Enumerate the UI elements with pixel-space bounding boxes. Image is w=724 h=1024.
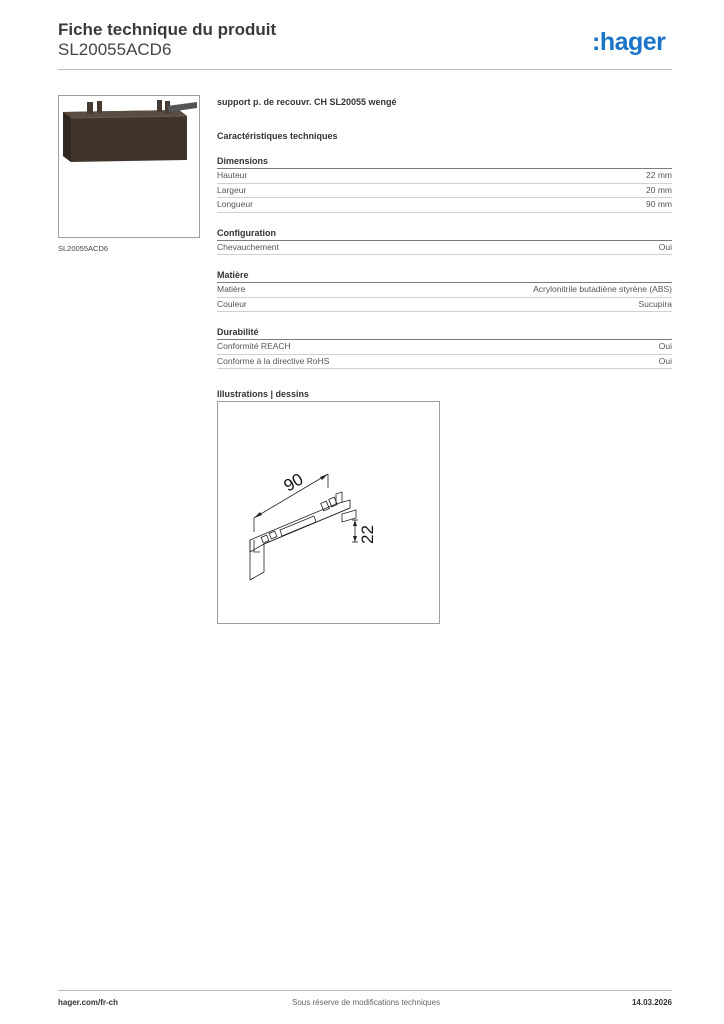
hager-logo (592, 26, 676, 58)
product-description: support p. de recouvr. CH SL20055 wengé (217, 97, 397, 107)
spec-label: Longueur (217, 199, 253, 209)
spec-value: 22 mm (646, 170, 672, 180)
spec-label: Couleur (217, 298, 247, 309)
spec-label: Conformité REACH (217, 341, 291, 351)
spec-row (217, 169, 672, 184)
product-image-caption: SL20055ACD6 (58, 244, 109, 253)
section-material (217, 269, 672, 312)
spec-row (217, 340, 672, 355)
section-title: Matière (217, 270, 249, 280)
main-content (217, 96, 672, 400)
spec-label: Hauteur (217, 170, 248, 180)
spec-label: Conforme à la directive RoHS (217, 355, 330, 366)
section-title: Durabilité (217, 327, 259, 337)
product-photo (59, 96, 199, 237)
spec-label: Matière (217, 284, 246, 294)
dimension-length-label: 90 (280, 469, 307, 496)
spec-row (217, 241, 672, 256)
section-durability (217, 326, 672, 369)
spec-value: 20 mm (646, 184, 672, 195)
section-configuration (217, 227, 672, 256)
illustrations-heading: Illustrations | dessins (217, 389, 310, 399)
spec-value: Sucupira (638, 298, 672, 309)
characteristics-heading: Caractéristiques techniques (217, 131, 338, 141)
product-image (58, 95, 200, 238)
spec-value: 90 mm (646, 199, 672, 209)
dimension-height-label: 22 (358, 525, 377, 544)
section-title: Configuration (217, 227, 276, 238)
section-dimensions (217, 155, 672, 213)
footer-disclaimer: Sous réserve de modifications techniques (292, 998, 441, 1007)
spec-row (217, 184, 672, 199)
spec-value: Oui (658, 341, 672, 351)
product-code: SL20055ACD6 (58, 40, 172, 59)
spec-row (217, 298, 672, 313)
footer-divider (58, 990, 672, 991)
header-divider (58, 69, 672, 70)
technical-drawing (217, 401, 440, 624)
spec-row (217, 198, 672, 213)
brand-wordmark: :hager (592, 28, 666, 56)
spec-value: Oui (658, 241, 672, 252)
page-title: Fiche technique du produit (58, 20, 277, 39)
spec-row (217, 355, 672, 370)
section-title: Dimensions (217, 156, 269, 166)
spec-value: Oui (658, 355, 672, 366)
footer-date: 14.03.2026 (631, 998, 672, 1007)
spec-value: Acrylonitrile butadiène styrène (ABS) (533, 284, 672, 294)
footer-website-link[interactable]: hager.com/fr-ch (58, 998, 119, 1007)
spec-label: Chevauchement (217, 241, 279, 252)
spec-label: Largeur (217, 184, 247, 195)
spec-row (217, 283, 672, 298)
dimension-drawing (218, 402, 439, 623)
